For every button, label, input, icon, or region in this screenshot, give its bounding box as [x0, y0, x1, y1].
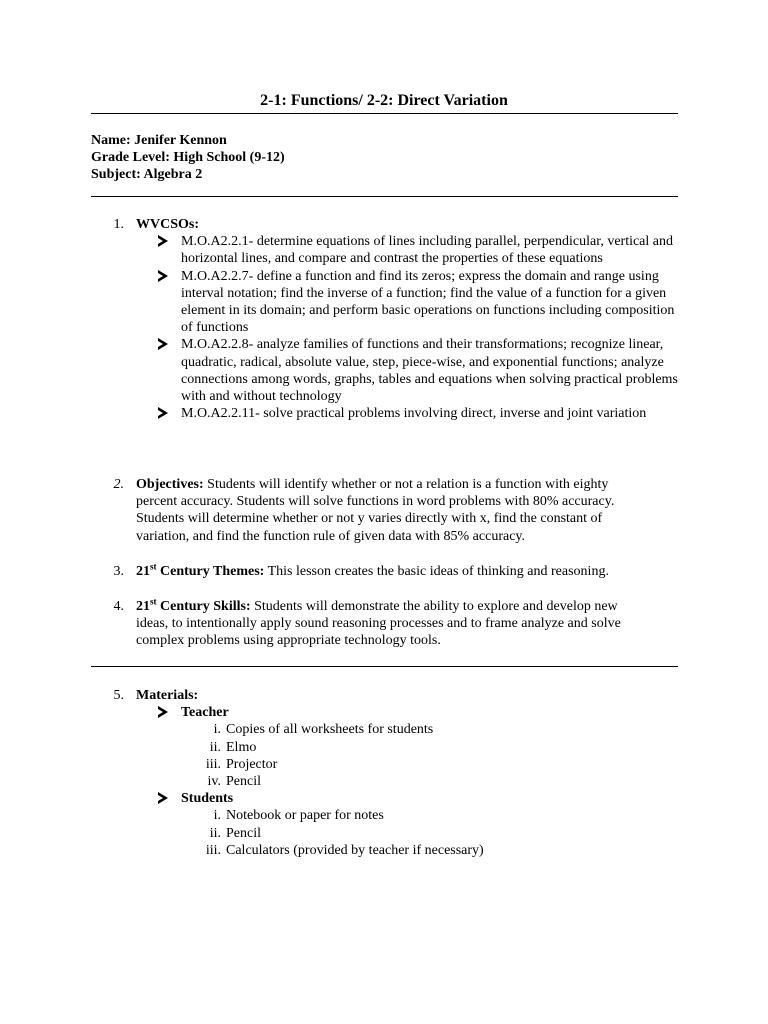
teacher-heading: Teacher [136, 704, 691, 721]
list-item: ii. Pencil [209, 825, 261, 841]
list-item: iv. Pencil [207, 773, 261, 789]
list-item [136, 233, 686, 267]
section-number: 1. [113, 217, 124, 232]
objectives-paragraph [136, 476, 641, 545]
standard-text: M.O.A2.2.8- analyze families of functions and their transformations; recognize linear, quadratic, radical, absolute value, step, piece-wise, and exponential functions; analyze connections among words, graphs, tables and equations when solving practical problems with and without technology [181, 337, 678, 405]
document-title: 2-1: Functions/ 2-2: Direct Variation [260, 92, 508, 109]
list-item: ii. Elmo [209, 739, 257, 755]
standard-text: M.O.A2.2.1- determine equations of lines including parallel, perpendicular, vertical and horizontal lines, and compare and contrast the properties of these equations [181, 234, 674, 267]
objectives-text: Students will identify whether or not a relation is a function with eighty percent accuracy. Students will solve functions in word problems with 80% accuracy. Students will determine whether or not y varies directly with x, find the constant of variation, and find the function rule of given data with 85% accuracy. [136, 477, 615, 544]
author-name: Name: Jenifer Kennon [91, 133, 227, 148]
arrow-bullet-icon [158, 706, 168, 718]
list-item [136, 268, 686, 337]
section-number: 4. [113, 599, 124, 614]
arrow-bullet-icon [158, 407, 168, 419]
header-divider [91, 196, 678, 197]
section-label: 21st Century Skills: [136, 596, 251, 614]
arrow-bullet-icon [158, 792, 168, 804]
grade-level: Grade Level: High School (9-12) [91, 150, 285, 166]
list-item: i. Notebook or paper for notes [213, 808, 384, 824]
students-heading: Students [136, 790, 691, 807]
arrow-bullet-icon [158, 270, 168, 282]
section-label: Objectives: [136, 477, 204, 492]
subject: Subject: Algebra 2 [91, 167, 203, 183]
themes-paragraph [136, 563, 641, 580]
header-info [91, 132, 285, 184]
section-label: WVCSOs: [136, 217, 200, 232]
standard-text: M.O.A2.2.7- define a function and find its zeros; express the domain and range using interval notation; find the inverse of a function; find the value of a function for a given element in its domain; and perform basic operations on functions including composition of functions [181, 268, 675, 336]
themes-text: This lesson creates the basic ideas of thinking and reasoning. [264, 564, 609, 579]
list-item: iii. Calculators (provided by teacher if necessary) [205, 842, 484, 858]
section-label: 21st Century Themes: [136, 561, 265, 579]
skills-paragraph [136, 598, 641, 650]
list-item: i. Copies of all worksheets for students [213, 722, 434, 738]
standards-list [136, 233, 691, 422]
section-number: 2. [113, 477, 124, 492]
standard-text: M.O.A2.2.11- solve practical problems involving direct, inverse and joint variation [181, 406, 647, 422]
section-label: Materials: [136, 688, 199, 703]
section-divider [91, 666, 678, 667]
section-number: 3. [113, 564, 124, 579]
skills-text: Students will demonstrate the ability to explore and develop new ideas, to intentionally apply sound reasoning processes and to frame analyze and solve complex problems using appropriate technology tools. [136, 599, 621, 649]
list-item [136, 405, 686, 422]
section-number: 5. [113, 688, 124, 703]
arrow-bullet-icon [158, 235, 168, 247]
arrow-bullet-icon [158, 338, 168, 350]
list-item [136, 336, 686, 405]
list-item: iii. Projector [205, 756, 278, 772]
title-divider [91, 113, 678, 114]
